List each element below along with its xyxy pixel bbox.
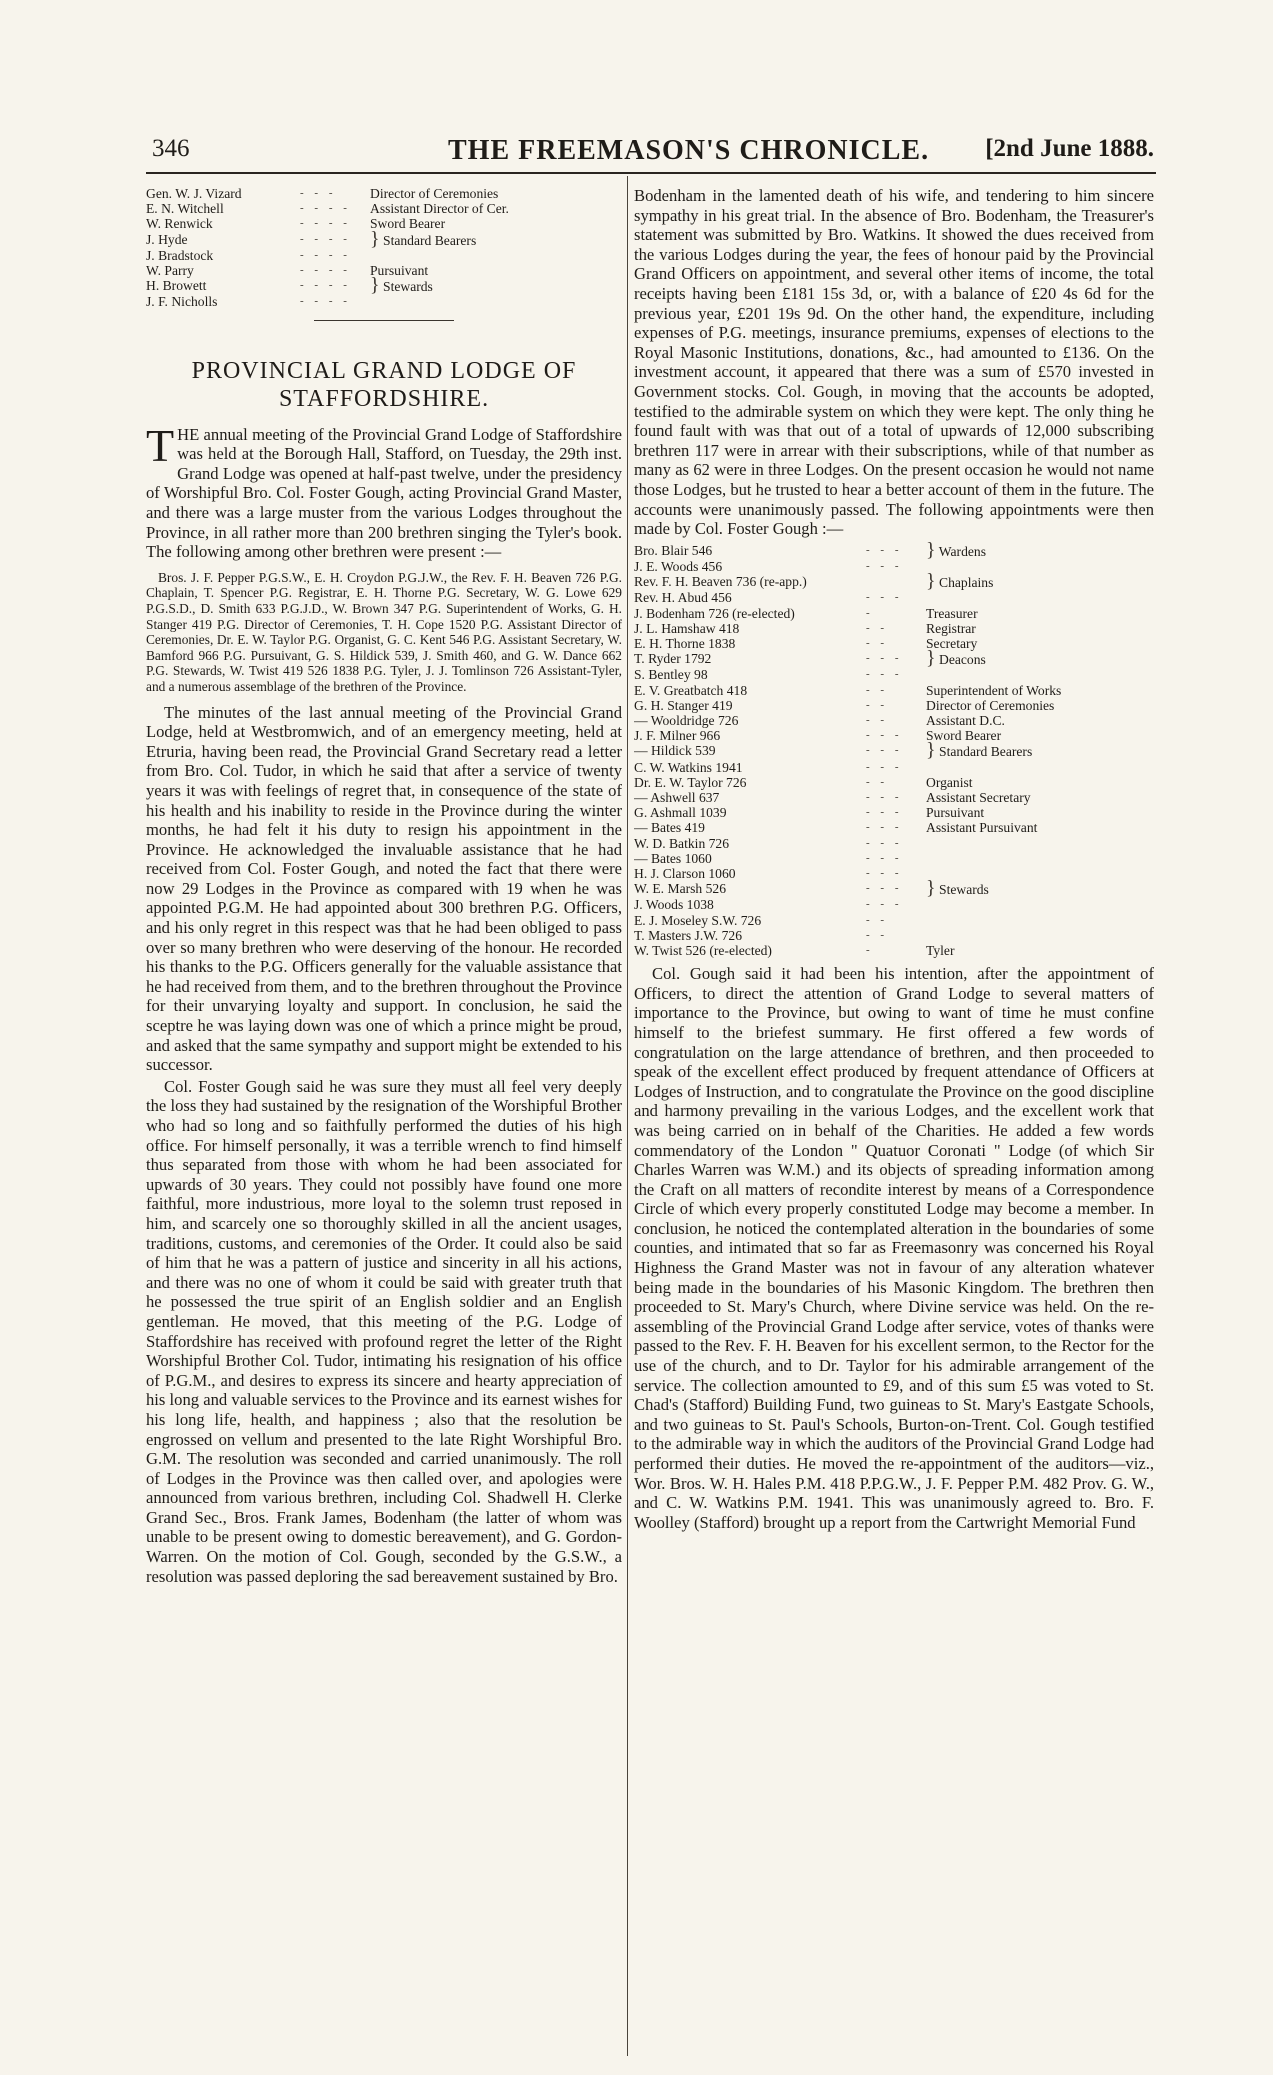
issue-date: [2nd June 1888. (985, 135, 1154, 162)
brace: } (926, 647, 936, 670)
officer-row: J. Bradstock - - - - (146, 247, 351, 263)
brace: } (370, 227, 380, 250)
drop-cap: T (146, 419, 175, 471)
header-rule (146, 172, 1156, 174)
appointment-row: W. D. Batkin 726 - - - (634, 835, 903, 851)
appointment-row: G. Ashmall 1039 - - - Pursuivant (634, 805, 985, 821)
appointment-row: J. Woods 1038 - - - (634, 897, 903, 913)
article-paragraph: THE annual meeting of the Provincial Grand Lodge of Staffordshire was held at the Borough Hall, Stafford, on Tuesday, the 29th inst. Grand Lodge was opened at half-past twelve, under the presidency of Worshipful Bro. Col. Foster Gough, acting Provincial Grand Master, and there was a large muster from the various Lodges throughout the Province, in all rather more than 200 brethren singing the Tyler's book. The following among other brethren were present :— (146, 419, 622, 562)
officer-row: J. Hyde - - - - } Standard Bearers (146, 227, 477, 250)
section-rule (314, 320, 454, 321)
brace: } (926, 570, 936, 593)
page-header (146, 135, 1154, 173)
appointment-row: J. L. Hamshaw 418 - - Registrar (634, 620, 976, 636)
appointment-row: S. Bentley 98 - - - (634, 667, 903, 683)
appointment-row: J. Bodenham 726 (re-elected) - Treasurer (634, 605, 978, 621)
brace: } (370, 274, 380, 297)
appointment-row: — Ashwell 637 - - - Assistant Secretary (634, 789, 1031, 805)
appointment-row: Bro. Blair 546 - - - } Wardens (634, 538, 986, 561)
article-title-line: PROVINCIAL GRAND LODGE OF (191, 357, 577, 384)
appointment-row: E. V. Greatbatch 418 - - Superintendent of Works (634, 682, 1062, 698)
appointment-row: Rev. H. Abud 456 - - - (634, 590, 903, 606)
appointment-row: — Bates 419 - - - Assistant Pursuivant (634, 820, 1038, 836)
appointment-row: T. Masters J.W. 726 - - (634, 927, 889, 943)
officer-row: E. N. Witchell - - - - Assistant Director of Cer. (146, 201, 509, 217)
appointment-row: J. F. Milner 966 - - - Sword Bearer (634, 728, 1002, 744)
appointment-row: — Bates 1060 - - - (634, 850, 903, 866)
masthead: THE FREEMASON'S CHRONICLE. (448, 135, 930, 166)
appointment-row: — Hildick 539 - - - } Standard Bearers (634, 739, 1033, 762)
officer-row: J. F. Nicholls - - - - (146, 294, 351, 310)
officer-row: H. Browett - - - - } Stewards (146, 274, 433, 297)
article-paragraph: The minutes of the last annual meeting of the Provincial Grand Lodge, held at Westbromwich, and of an emergency meeting, held at Etruria, having been read, the Provincial Grand Secretary read a letter from Bro. Col. Tudor, in which he said that after a service of twenty years it was with feelings of regret that, in consequence of the state of his health and his inability to reside in the Province during the winter months, he had felt it his duty to resign his appointment in the Province. He acknowledged the invaluable assistance that he had received from Col. Foster Gough, and noted the fact that there were now 29 Lodges in the Province as compared with 19 when he was appointed P.G.M. He had appointed about 300 brethren P.G. Officers, and his only regret in this respect was that he had been obliged to pass over so many brethren who were deserving of the honour. He recorded his thanks to the P.G. Officers generally for the valuable assistance that he had received from them, and to the brethren throughout the Province for their unvarying loyalty and support. In conclusion, he said the sceptre he was laying down was one of which a prince might be proud, and asked that the same sympathy and support might be extended to his successor. (146, 702, 622, 1075)
article-title (146, 357, 622, 413)
brace: } (926, 739, 936, 762)
appointment-row: W. Twist 526 (re-elected) - Tyler (634, 942, 955, 958)
officer-row: Gen. W. J. Vizard - - - Director of Ceremonies (146, 186, 499, 201)
appointment-row: Dr. E. W. Taylor 726 - - Organist (634, 774, 973, 790)
appointment-row: E. H. Thorne 1838 - - Secretary (634, 635, 978, 651)
column-divider (627, 176, 628, 2056)
appointment-row: G. H. Stanger 419 - - Director of Ceremonies (634, 697, 1055, 713)
article-paragraph: Bodenham in the lamented death of his wife, and tendering to him sincere sympathy in his great trial. In the absence of Bro. Bodenham, the Treasurer's statement was submitted by Bro. Watkins. It showed the dues received from the various Lodges during the year, the fees of honour paid by the Provincial Grand Officers on appointment, and several other items of income, the total receipts having been £181 15s 3d, or, with a balance of £20 4s 6d for the previous year, £201 19s 9d. On the other hand, the expenditure, including expenses of P.G. meetings, insurance premiums, expenses of elections to the Royal Masonic Institutions, donations, &c., had amounted to £136. On the investment account, it appeared that there was a sum of £570 invested in Government stocks. Col. Gough, in moving that the accounts be adopted, testified to the admirable system on which they were kept. The only thing he found fault with was that out of a total of upwards of 12,000 subscribing brethren 117 were in arrear with their subscriptions, while of that number as many as 62 were in three Lodges. On the present occasion he would not name those Lodges, but he trusted to hear a better account of them in the future. The accounts were unanimously passed. The following appointments were then made by Col. Foster Gough :— (634, 186, 1154, 539)
appointment-row: C. W. Watkins 1941 - - - (634, 759, 903, 775)
officer-row: W. Parry - - - - Pursuivant (146, 263, 429, 279)
officer-row: W. Renwick - - - - Sword Bearer (146, 216, 446, 232)
appointments-list (634, 538, 1154, 958)
attendees-list: Bros. J. F. Pepper P.G.S.W., E. H. Croydon P.G.J.W., the Rev. F. H. Beaven 726 P.G. Chaplain, T. Spencer P.G. Registrar, E. H. Thorne P.G. Secretary, W. G. Lowe 629 P.G.S.D., D. Smith 633 P.G.J.D., W. Brown 347 P.G. Superintendent of Works, G. H. Stanger 419 P.G. Director of Ceremonies, T. H. Cope 1520 P.G. Assistant Director of Ceremonies, Dr. E. W. Taylor P.G. Organist, G. C. Kent 546 P.G. Assistant Secretary, W. Bamford 966 P.G. Pursuivant, G. S. Hildick 539, J. Smith 460, and G. W. Dance 662 P.G. Stewards, W. Twist 419 526 1838 P.G. Tyler, J. J. Tomlinson 726 Assistant-Tyler, and a numerous assemblage of the brethren of the Province. (146, 569, 622, 694)
page-number: 346 (152, 135, 190, 162)
appointment-row: T. Ryder 1792 - - - } Deacons (634, 647, 986, 670)
brace: } (926, 877, 936, 900)
right-column (634, 186, 1154, 2056)
appointment-row: — Wooldridge 726 - - Assistant D.C. (634, 712, 1005, 728)
article-title-line: STAFFORDSHIRE. (278, 385, 490, 412)
left-column (146, 186, 622, 2056)
appointment-row: H. J. Clarson 1060 - - - (634, 865, 903, 881)
appointment-row: W. E. Marsh 526 - - - } Stewards (634, 877, 989, 900)
appointment-row: J. E. Woods 456 - - - (634, 558, 903, 574)
appointment-row: E. J. Moseley S.W. 726 - - (634, 912, 889, 928)
appointment-row: Rev. F. H. Beaven 736 (re-app.) } Chaplains (634, 570, 994, 593)
brace: } (926, 538, 936, 561)
article-paragraph: Col. Gough said it had been his intention, after the appointment of Officers, to direct the attention of Grand Lodge to several matters of importance to the Province, but owing to want of time he must confine himself to the briefest summary. He first offered a few words of congratulation on the large attendance of brethren, and then proceeded to speak of the excellent effect produced by frequent attendance of Officers at Lodges of Instruction, and to congratulate the Province on the good discipline and harmony prevailing in the various Lodges, and the excellent work that was being carried on in behalf of the Charities. He added a few words commendatory of the London " Quatuor Coronati " Lodge (of which Sir Charles Warren was W.M.) and its objects of spreading information among the Craft on all matters of recondite interest by means of a Correspondence Circle of which every properly constituted Lodge may become a member. In conclusion, he noticed the contemplated alteration in the boundaries of some counties, and intimated that so far as Freemasonry was concerned his Royal Highness the Grand Master was not in favour of any alteration whatever being made in the boundaries of his Masonic Kingdom. The brethren then proceeded to St. Mary's Church, where Divine service was held. On the re-assembling of the Provincial Grand Lodge after service, votes of thanks were passed to the Rev. F. H. Beaven for his excellent sermon, to the Rector for the use of the church, and to Dr. Taylor for his admirable arrangement of the service. The collection amounted to £9, and of this sum £5 was voted to St. Chad's (Stafford) Building Fund, two guineas to St. Mary's Eastgate Schools, and two guineas to St. Paul's Schools, Burton-on-Trent. Col. Gough testified to the admirable way in which the auditors of the Provincial Grand Lodge had performed their duties. He moved the re-appointment of the auditors—viz., Wor. Bros. W. H. Hales P.M. 418 P.P.G.W., J. F. Pepper P.M. 482 Prov. G. W., and C. W. Watkins P.M. 1941. This was unanimously agreed to. Bro. F. Woolley (Stafford) brought up a report from the Cartwright Memorial Fund (634, 964, 1154, 1532)
article-paragraph: Col. Foster Gough said he was sure they must all feel very deeply the loss they had sustained by the resignation of the Worshipful Brother who had so long and so faithfully performed the duties of his high office. For himself personally, it was a terrible wrench to find himself thus separated from those with whom he had been associated for upwards of 30 years. They could not possibly have found one more faithful, more industrious, more loyal to the solemn trust reposed in him, and scarcely one so thoroughly skilled in all the ancient usages, traditions, customs, and ceremonies of the Order. It could also be said of him that he was a pattern of justice and sincerity in all his actions, and there was no one of whom it could be said with greater truth that he possessed the true spirit of an English soldier and an English gentleman. He moved, that this meeting of the P.G. Lodge of Staffordshire has received with profound regret the letter of the Right Worshipful Brother Col. Tudor, intimating his resignation of his office of P.G.M., and desires to express its sincere and hearty appreciation of his long and valuable services to the Province and its earnest wishes for his long life, health, and happiness ; also that the resolution be engrossed on vellum and presented to the late Right Worshipful Bro. G.M. The resolution was seconded and carried unanimously. The roll of Lodges in the Province was then called over, and apologies were announced from various brethren, including Col. Shadwell H. Clerke Grand Sec., Bros. Frank James, Bodenham (the latter of whom was unable to be present owing to domestic bereavement), and G. Gordon-Warren. On the motion of Col. Gough, seconded by the G.S.W., a resolution was passed deploring the sad bereavement sustained by Bro. (146, 1076, 622, 1586)
top-officers-list (146, 186, 622, 310)
